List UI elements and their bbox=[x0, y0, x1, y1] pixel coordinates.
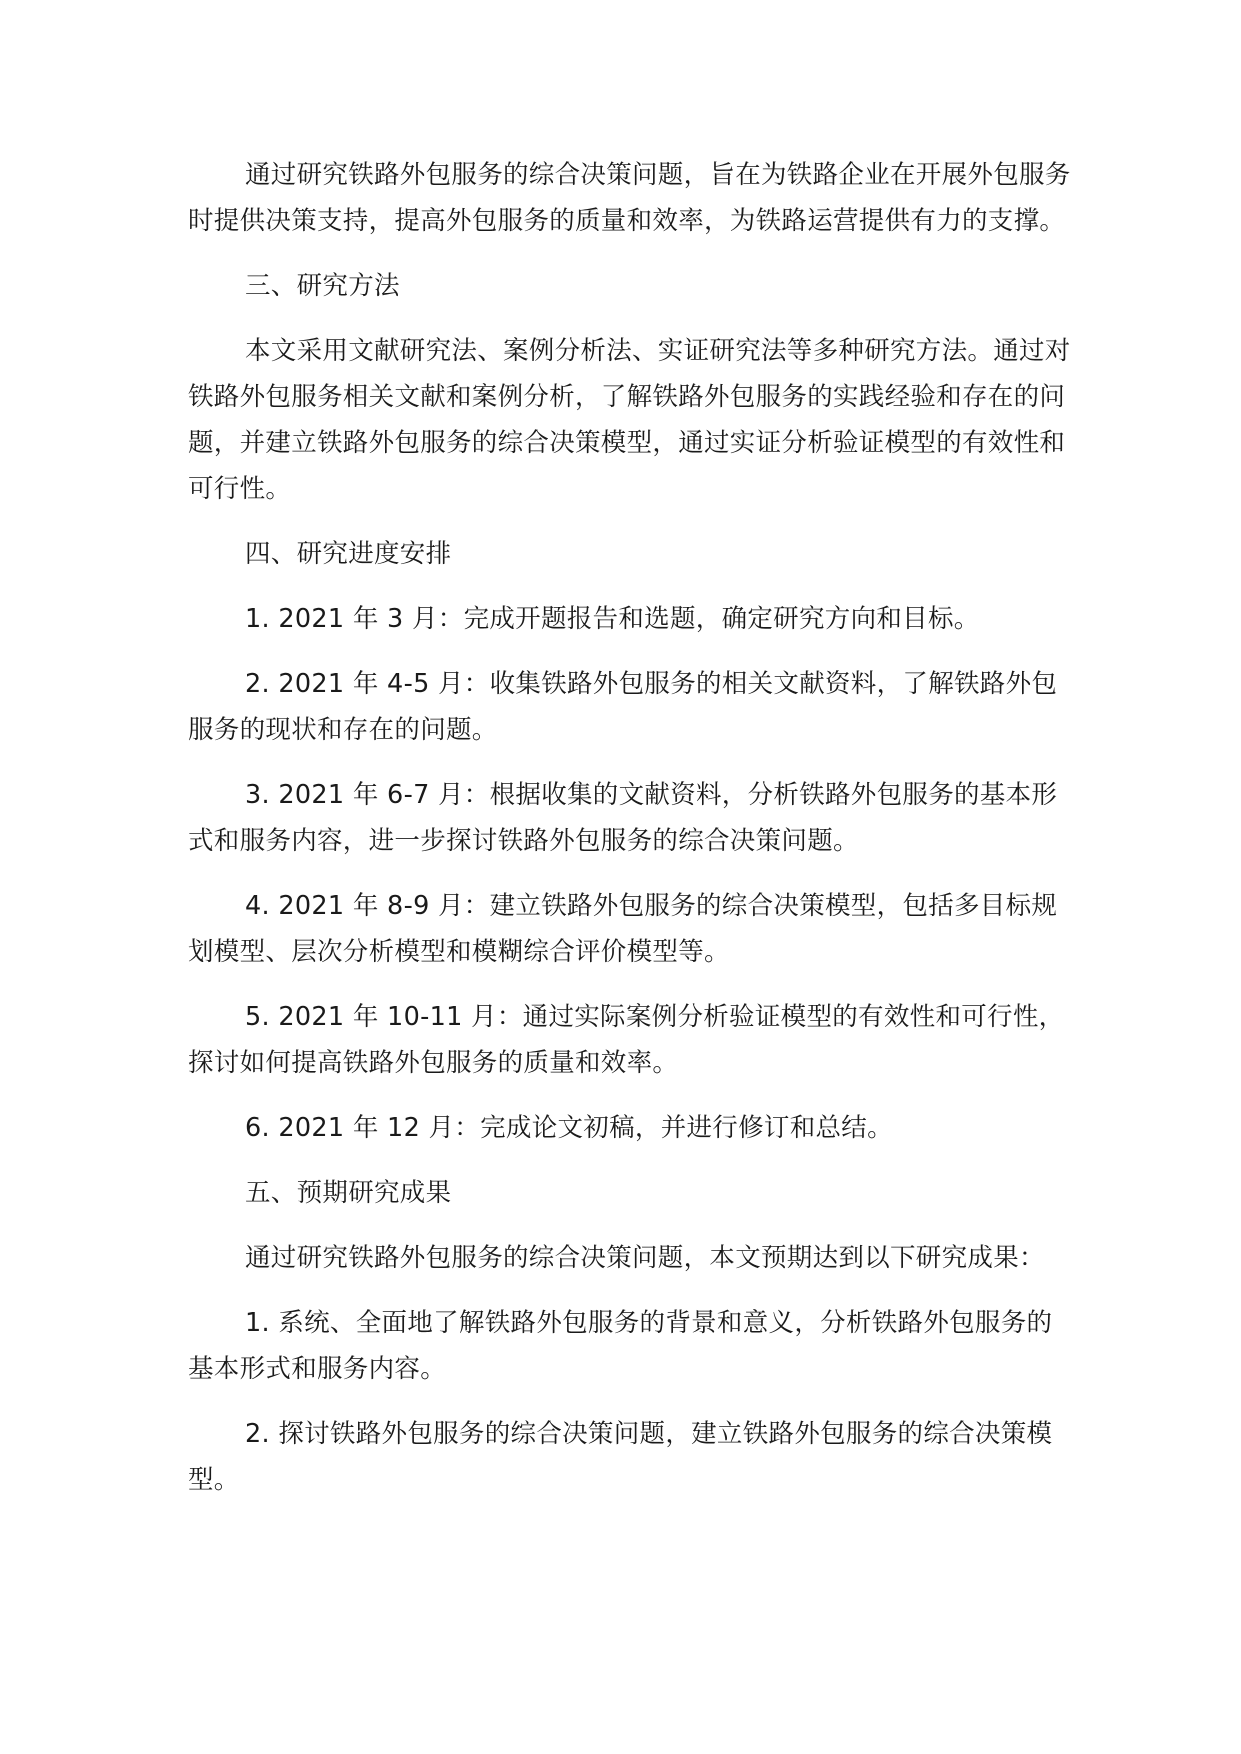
schedule-item-5: 5. 2021 年 10-11 月：通过实际案例分析验证模型的有效性和可行性，探讨如何提高铁路外包服务的质量和效率。 bbox=[188, 1002, 1065, 1078]
paragraph-outcomes-intro: 通过研究铁路外包服务的综合决策问题，本文预期达到以下研究成果： bbox=[245, 1243, 1045, 1273]
schedule-item-4: 4. 2021 年 8-9 月：建立铁路外包服务的综合决策模型，包括多目标规划模型、层次分析模型和模糊综合评价模型等。 bbox=[188, 891, 1058, 967]
schedule-item-3: 3. 2021 年 6-7 月：根据收集的文献资料，分析铁路外包服务的基本形式和服务内容，进一步探讨铁路外包服务的综合决策问题。 bbox=[188, 780, 1058, 856]
paragraph-purpose: 通过研究铁路外包服务的综合决策问题，旨在为铁路企业在开展外包服务时提供决策支持，提高外包服务的质量和效率，为铁路运营提供有力的支撑。 bbox=[188, 160, 1071, 236]
paragraph-methods: 本文采用文献研究法、案例分析法、实证研究法等多种研究方法。通过对铁路外包服务相关文献和案例分析，了解铁路外包服务的实践经验和存在的问题，并建立铁路外包服务的综合决策模型，通过实证分析验证模型的有效性和可行性。 bbox=[188, 336, 1071, 504]
outcome-item-2: 2. 探讨铁路外包服务的综合决策问题，建立铁路外包服务的综合决策模型。 bbox=[188, 1419, 1053, 1495]
schedule-item-6: 6. 2021 年 12 月：完成论文初稿，并进行修订和总结。 bbox=[245, 1113, 893, 1143]
schedule-item-1: 1. 2021 年 3 月：完成开题报告和选题，确定研究方向和目标。 bbox=[245, 604, 980, 634]
document-body bbox=[188, 152, 1078, 1522]
schedule-item-2: 2. 2021 年 4-5 月：收集铁路外包服务的相关文献资料，了解铁路外包服务的现状和存在的问题。 bbox=[188, 669, 1058, 745]
section-heading-methods: 三、研究方法 bbox=[245, 271, 400, 301]
section-heading-schedule: 四、研究进度安排 bbox=[245, 539, 452, 569]
outcome-item-1: 1. 系统、全面地了解铁路外包服务的背景和意义，分析铁路外包服务的基本形式和服务内容。 bbox=[188, 1308, 1053, 1384]
section-heading-outcomes: 五、预期研究成果 bbox=[245, 1178, 452, 1208]
